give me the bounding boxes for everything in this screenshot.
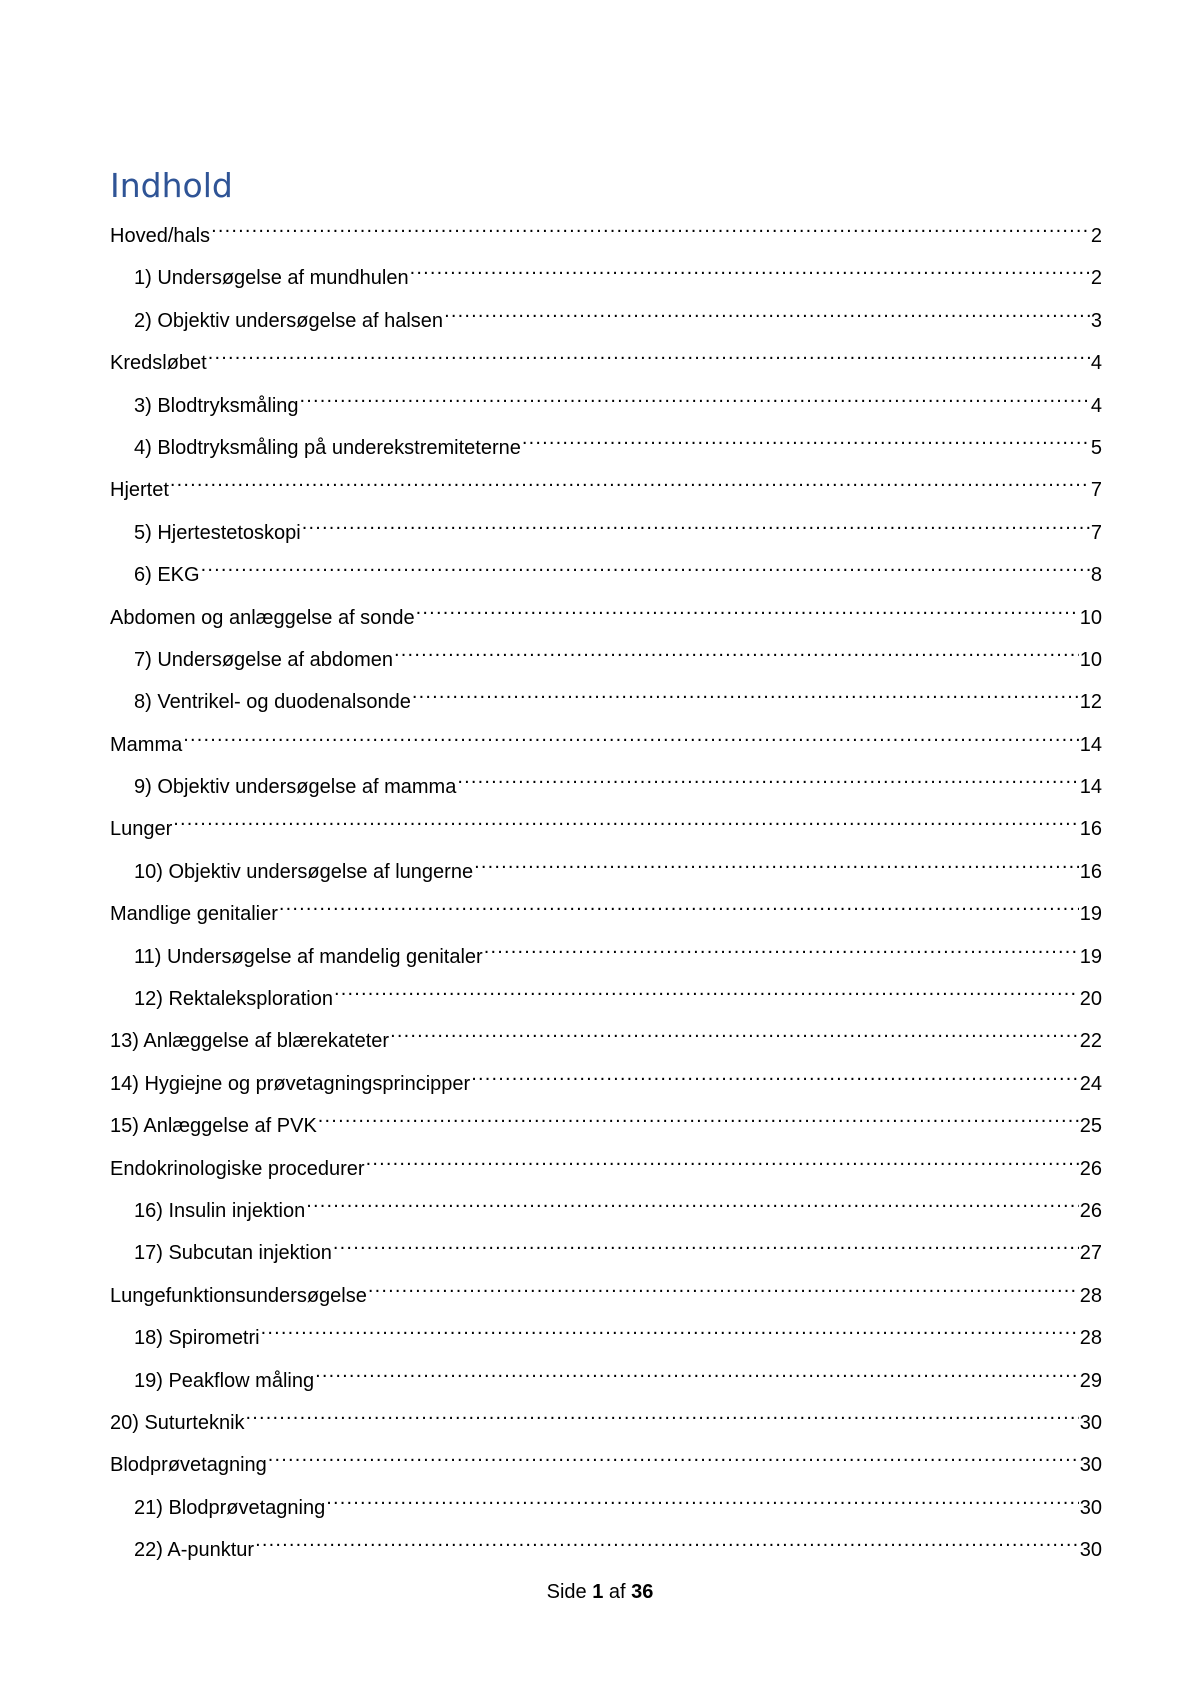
- toc-entry[interactable]: [110, 380, 1102, 422]
- toc-entry-page-number: 19: [1079, 903, 1102, 926]
- toc-entry[interactable]: [110, 592, 1102, 634]
- toc-entry-label: 19) Peakflow måling: [134, 1369, 315, 1392]
- toc-entry[interactable]: [110, 719, 1102, 761]
- toc-entry-label: 20) Suturteknik: [110, 1411, 245, 1434]
- toc-dot-leader: [444, 295, 1090, 327]
- toc-entry-label: 3) Blodtryksmåling: [134, 394, 299, 417]
- toc-entry-label: 7) Undersøgelse af abdomen: [134, 648, 394, 671]
- toc-entry-page-number: 2: [1090, 225, 1102, 247]
- toc-dot-leader: [368, 1270, 1079, 1302]
- toc-entry[interactable]: [110, 1524, 1102, 1566]
- toc-entry-page-number: 3: [1090, 309, 1102, 332]
- toc-entry-label: Kredsløbet: [110, 352, 207, 375]
- toc-entry[interactable]: [110, 507, 1102, 549]
- toc-entry-page-number: 19: [1079, 945, 1102, 968]
- toc-entry-label: 5) Hjertestetoskopi: [134, 521, 301, 544]
- toc-entry[interactable]: [110, 846, 1102, 888]
- toc-entry[interactable]: [110, 210, 1102, 252]
- toc-entry-page-number: 25: [1079, 1115, 1102, 1138]
- toc-entry-label: Lunger: [110, 818, 173, 841]
- toc-dot-leader: [474, 846, 1079, 878]
- toc-entry-label: 17) Subcutan injektion: [134, 1242, 332, 1265]
- toc-dot-leader: [326, 1482, 1079, 1514]
- toc-dot-leader: [416, 592, 1079, 624]
- toc-entry[interactable]: [110, 422, 1102, 464]
- toc-entry[interactable]: [110, 1439, 1102, 1481]
- toc-entry-page-number: 20: [1079, 988, 1102, 1011]
- toc-entry-label: 10) Objektiv undersøgelse af lungerne: [134, 860, 474, 883]
- toc-entry[interactable]: [110, 1058, 1102, 1100]
- toc-entry[interactable]: [110, 337, 1102, 379]
- toc-entry-label: Hjertet: [110, 479, 169, 502]
- toc-entry[interactable]: [110, 1270, 1102, 1312]
- toc-entry[interactable]: [110, 1355, 1102, 1397]
- toc-entry[interactable]: [110, 931, 1102, 973]
- toc-entry[interactable]: [110, 676, 1102, 718]
- toc-dot-leader: [390, 1015, 1079, 1047]
- toc-dot-leader: [522, 422, 1090, 454]
- toc-entry-label: 8) Ventrikel- og duodenalsonde: [134, 691, 411, 714]
- toc-entry[interactable]: [110, 1100, 1102, 1142]
- toc-entry[interactable]: [110, 252, 1102, 294]
- toc-dot-leader: [246, 1397, 1079, 1429]
- toc-dot-leader: [302, 507, 1090, 539]
- toc-entry-page-number: 28: [1079, 1284, 1102, 1307]
- toc-entry-page-number: 30: [1079, 1454, 1102, 1477]
- toc-entry-page-number: 7: [1090, 479, 1102, 502]
- toc-entry-label: Endokrinologiske procedurer: [110, 1157, 365, 1180]
- toc-entry-page-number: 2: [1090, 267, 1102, 290]
- toc-dot-leader: [334, 973, 1079, 1005]
- toc-entry-label: Abdomen og anlæggelse af sonde: [110, 606, 415, 629]
- footer-total-pages: 36: [631, 1581, 654, 1603]
- toc-dot-leader: [315, 1355, 1079, 1387]
- toc-entry[interactable]: [110, 1482, 1102, 1524]
- toc-entry-label: 11) Undersøgelse af mandelig genitaler: [134, 945, 483, 968]
- toc-entry[interactable]: [110, 1185, 1102, 1227]
- toc-entry-label: 21) Blodprøvetagning: [134, 1496, 326, 1519]
- toc-title: Indhold: [110, 166, 233, 205]
- toc-dot-leader: [484, 931, 1079, 963]
- toc-entry-page-number: 5: [1090, 436, 1102, 459]
- toc-dot-leader: [412, 676, 1079, 708]
- toc-entry-page-number: 8: [1090, 564, 1102, 587]
- toc-entry-label: 16) Insulin injektion: [134, 1199, 306, 1222]
- toc-dot-leader: [300, 380, 1090, 412]
- toc-entry[interactable]: [110, 295, 1102, 337]
- toc-entry-label: 4) Blodtryksmåling på underekstremiteterne: [134, 436, 521, 459]
- toc-entry-label: Mamma: [110, 733, 183, 756]
- footer-of: af: [608, 1581, 626, 1603]
- toc-entry-page-number: 16: [1079, 860, 1102, 883]
- toc-entry[interactable]: [110, 1015, 1102, 1057]
- toc-dot-leader: [268, 1439, 1079, 1471]
- toc-entry-page-number: 10: [1079, 648, 1102, 671]
- toc-entry-page-number: 16: [1079, 818, 1102, 841]
- toc-entry[interactable]: [110, 973, 1102, 1015]
- table-of-contents: [110, 210, 1102, 1567]
- toc-entry-page-number: 29: [1079, 1369, 1102, 1392]
- toc-entry[interactable]: [110, 464, 1102, 506]
- toc-entry-label: Mandlige genitalier: [110, 903, 278, 926]
- toc-entry[interactable]: [110, 761, 1102, 803]
- toc-entry-label: 6) EKG: [134, 564, 200, 587]
- toc-entry-page-number: 26: [1079, 1199, 1102, 1222]
- toc-entry[interactable]: [110, 1312, 1102, 1354]
- toc-entry-label: 14) Hygiejne og prøvetagningsprincipper: [110, 1072, 471, 1095]
- toc-dot-leader: [208, 337, 1090, 369]
- toc-entry-label: 13) Anlæggelse af blærekateter: [110, 1030, 390, 1053]
- toc-entry-page-number: 30: [1079, 1496, 1102, 1519]
- footer-current-page: 1: [592, 1581, 604, 1603]
- toc-entry-page-number: 30: [1079, 1539, 1102, 1562]
- toc-dot-leader: [457, 761, 1078, 793]
- toc-entry-page-number: 14: [1079, 776, 1102, 799]
- footer-prefix: Side: [546, 1581, 587, 1603]
- toc-dot-leader: [201, 549, 1090, 581]
- toc-entry[interactable]: [110, 1397, 1102, 1439]
- toc-entry[interactable]: [110, 803, 1102, 845]
- toc-dot-leader: [279, 888, 1079, 920]
- toc-entry[interactable]: [110, 634, 1102, 676]
- toc-dot-leader: [183, 719, 1079, 751]
- toc-dot-leader: [394, 634, 1079, 666]
- toc-entry-page-number: 27: [1079, 1242, 1102, 1265]
- toc-entry-page-number: 22: [1079, 1030, 1102, 1053]
- toc-entry-label: Blodprøvetagning: [110, 1454, 267, 1477]
- toc-entry-page-number: 28: [1079, 1327, 1102, 1350]
- toc-entry-page-number: 14: [1079, 733, 1102, 756]
- toc-dot-leader: [410, 252, 1090, 284]
- toc-dot-leader: [255, 1524, 1079, 1556]
- toc-dot-leader: [170, 464, 1090, 496]
- toc-dot-leader: [366, 1143, 1079, 1175]
- toc-entry[interactable]: [110, 1227, 1102, 1269]
- toc-entry-label: 12) Rektaleksploration: [134, 988, 333, 1011]
- toc-entry[interactable]: [110, 1143, 1102, 1185]
- toc-entry-page-number: 4: [1090, 352, 1102, 375]
- toc-entry-page-number: 26: [1079, 1157, 1102, 1180]
- toc-dot-leader: [471, 1058, 1079, 1090]
- toc-dot-leader: [211, 210, 1090, 242]
- toc-entry-label: 18) Spirometri: [134, 1327, 260, 1350]
- toc-dot-leader: [173, 803, 1078, 835]
- toc-dot-leader: [333, 1227, 1079, 1259]
- toc-dot-leader: [306, 1185, 1079, 1217]
- toc-entry-page-number: 30: [1079, 1411, 1102, 1434]
- toc-entry-label: 15) Anlæggelse af PVK: [110, 1115, 317, 1138]
- toc-entry-page-number: 7: [1090, 521, 1102, 544]
- toc-entry-label: Lungefunktionsundersøgelse: [110, 1284, 367, 1307]
- toc-entry-label: 1) Undersøgelse af mundhulen: [134, 267, 409, 290]
- toc-entry-page-number: 10: [1079, 606, 1102, 629]
- toc-entry-page-number: 24: [1079, 1072, 1102, 1095]
- page-footer: [0, 1578, 1200, 1606]
- toc-dot-leader: [318, 1100, 1079, 1132]
- toc-dot-leader: [261, 1312, 1079, 1344]
- toc-entry-page-number: 12: [1079, 691, 1102, 714]
- toc-entry-label: 22) A-punktur: [134, 1539, 255, 1562]
- toc-entry-label: 9) Objektiv undersøgelse af mamma: [134, 776, 457, 799]
- toc-entry-label: 2) Objektiv undersøgelse af halsen: [134, 309, 444, 332]
- toc-entry-label: Hoved/hals: [110, 225, 211, 247]
- toc-entry[interactable]: [110, 888, 1102, 930]
- toc-entry[interactable]: [110, 549, 1102, 591]
- toc-entry-page-number: 4: [1090, 394, 1102, 417]
